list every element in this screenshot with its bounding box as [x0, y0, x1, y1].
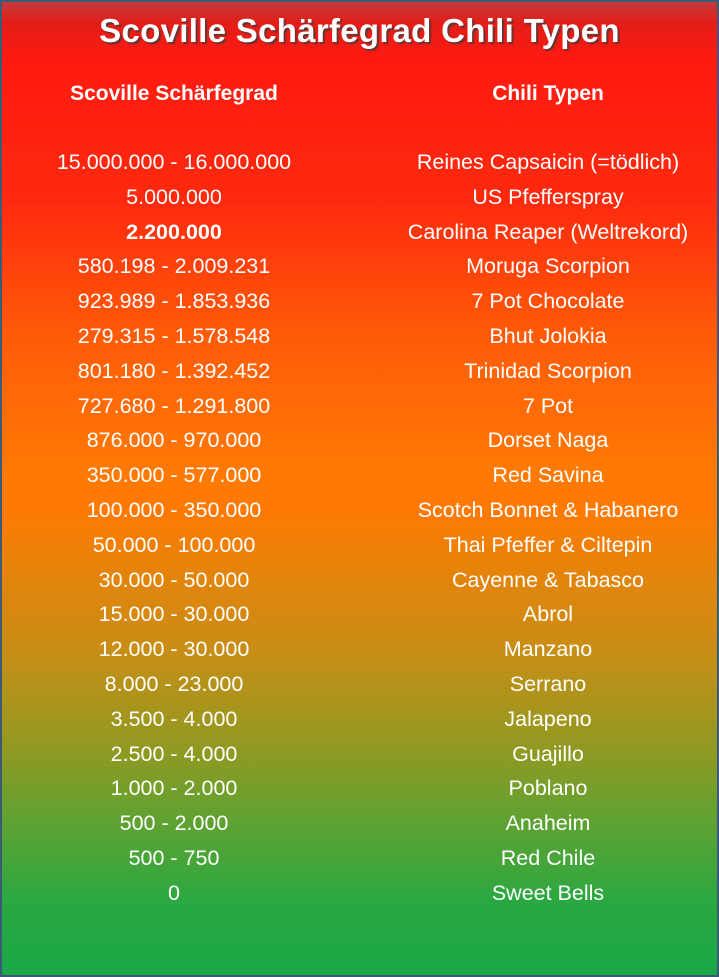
chili-type: Abrol [522, 602, 574, 627]
chili-type: Scotch Bonnet & Habanero [417, 497, 679, 522]
chili-type: Red Chile [500, 845, 596, 870]
table-row [2, 841, 717, 876]
scoville-value: 1.000 - 2.000 [110, 776, 238, 801]
scoville-value: 5.000.000 [126, 184, 222, 209]
chili-type: 7 Pot [522, 393, 574, 418]
table-row [2, 389, 717, 424]
table-row [2, 806, 717, 841]
scoville-value: 580.198 - 2.009.231 [77, 254, 271, 279]
table-row [2, 737, 717, 772]
scoville-value: 100.000 - 350.000 [86, 497, 262, 522]
table-row [2, 528, 717, 563]
scoville-value: 30.000 - 50.000 [98, 567, 250, 592]
table-row [2, 284, 717, 319]
scoville-value: 50.000 - 100.000 [92, 532, 256, 557]
chili-list [2, 145, 717, 911]
table-row [2, 423, 717, 458]
scoville-value: 15.000.000 - 16.000.000 [56, 150, 292, 174]
chili-type: 7 Pot Chocolate [471, 289, 625, 314]
table-row [2, 215, 717, 250]
chili-type: Carolina Reaper (Weltrekord) [407, 219, 689, 244]
scoville-value: 923.989 - 1.853.936 [77, 289, 271, 314]
column-header-scoville: Scoville Schärfegrad [70, 82, 278, 105]
column-header-chili: Chili Typen [492, 82, 604, 105]
chili-type: Manzano [503, 637, 593, 662]
table-row [2, 493, 717, 528]
scoville-value: 727.680 - 1.291.800 [77, 393, 271, 418]
chili-type: US Pfefferspray [472, 184, 624, 209]
chili-type: Moruga Scorpion [466, 254, 630, 279]
table-row [2, 354, 717, 389]
chili-type: Guajillo [512, 741, 584, 766]
chili-type: Sweet Bells [491, 880, 605, 905]
scoville-value: 2.200.000 [126, 219, 222, 244]
table-row [2, 876, 717, 911]
table-row [2, 458, 717, 493]
chili-type: Cayenne & Tabasco [451, 567, 645, 592]
scoville-value: 500 - 2.000 [119, 811, 229, 836]
chili-type: Dorset Naga [487, 428, 609, 453]
table-row [2, 702, 717, 737]
chili-type: Anaheim [505, 811, 591, 836]
scoville-value: 2.500 - 4.000 [110, 741, 238, 766]
scoville-value: 801.180 - 1.392.452 [77, 358, 271, 383]
scoville-value: 350.000 - 577.000 [86, 463, 262, 488]
table-row [2, 563, 717, 598]
table-row [2, 597, 717, 632]
table-row [2, 771, 717, 806]
scoville-value: 500 - 750 [128, 845, 220, 870]
chili-type: Serrano [509, 671, 587, 696]
scoville-value: 3.500 - 4.000 [110, 706, 238, 731]
chili-type: Red Savina [492, 463, 604, 488]
chili-type: Jalapeno [504, 706, 592, 731]
chili-type: Thai Pfeffer & Ciltepin [443, 532, 653, 557]
scoville-value: 8.000 - 23.000 [104, 671, 244, 696]
table-row [2, 145, 717, 180]
scoville-value: 12.000 - 30.000 [98, 637, 250, 662]
scoville-value: 15.000 - 30.000 [98, 602, 250, 627]
table-row [2, 667, 717, 702]
chili-type: Bhut Jolokia [489, 323, 607, 348]
table-row [2, 180, 717, 215]
chili-type: Trinidad Scorpion [464, 358, 632, 383]
scoville-value: 876.000 - 970.000 [86, 428, 262, 453]
table-row [2, 319, 717, 354]
scoville-value: 279.315 - 1.578.548 [77, 323, 271, 348]
table-row [2, 632, 717, 667]
chili-type: Poblano [508, 776, 588, 801]
table-row [2, 249, 717, 284]
chili-type: Reines Capsaicin (=tödlich) [416, 150, 680, 174]
scoville-value: 0 [168, 880, 180, 905]
page-title: Scoville Schärfegrad Chili Typen [99, 12, 620, 49]
